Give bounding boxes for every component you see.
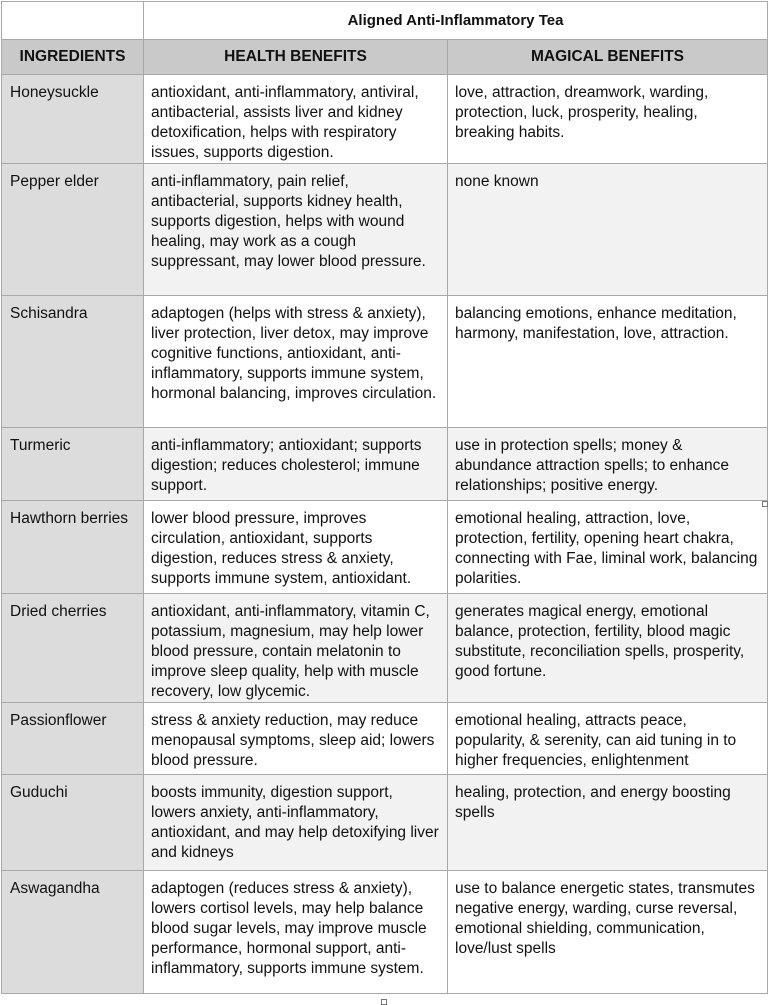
health-benefits-cell: stress & anxiety reduction, may reduce menopausal symptoms, sleep aid; lowers blood pressure. [144,703,448,775]
ingredient-name: Pepper elder [2,164,144,296]
health-benefits-cell: adaptogen (reduces stress & anxiety), lowers cortisol levels, may help balance blood sugar levels, may improve muscle performance, hormonal support, anti-inflammatory, supports immune system. [144,871,448,994]
ingredient-name: Honeysuckle [2,75,144,164]
ingredient-name: Hawthorn berries [2,501,144,594]
health-benefits-cell: anti-inflammatory; antioxidant; supports digestion; reduces cholesterol; immune support. [144,428,448,501]
magical-benefits-cell: generates magical energy, emotional balance, protection, fertility, blood magic substitute, reconciliation spells, prosperity, good fortune. [448,594,768,703]
resize-handle-right[interactable] [762,501,768,507]
table-title: Aligned Anti-Inflammatory Tea [144,2,768,40]
resize-handle-bottom[interactable] [381,999,387,1005]
header-ingredients: INGREDIENTS [2,40,144,75]
table-row [2,594,768,703]
ingredients-table [1,1,768,994]
table-row [2,164,768,296]
ingredient-name: Passionflower [2,703,144,775]
health-benefits-cell: boosts immunity, digestion support, lowers anxiety, anti-inflammatory, antioxidant, and may help detoxifying liver and kidneys [144,775,448,871]
title-row [2,2,768,40]
empty-corner-cell [2,2,144,40]
ingredient-name: Turmeric [2,428,144,501]
magical-benefits-cell: love, attraction, dreamwork, warding, protection, luck, prosperity, healing, breaking habits. [448,75,768,164]
table-row [2,296,768,428]
table-row [2,775,768,871]
header-row [2,40,768,75]
table-row [2,703,768,775]
magical-benefits-cell: use in protection spells; money & abundance attraction spells; to enhance relationships; positive energy. [448,428,768,501]
magical-benefits-cell: none known [448,164,768,296]
magical-benefits-cell: emotional healing, attraction, love, protection, fertility, opening heart chakra, connecting with Fae, liminal work, balancing polarities. [448,501,768,594]
table-row [2,428,768,501]
ingredient-name: Guduchi [2,775,144,871]
magical-benefits-cell: emotional healing, attracts peace, popularity, & serenity, can aid tuning in to higher frequencies, enlightenment [448,703,768,775]
health-benefits-cell: antioxidant, anti-inflammatory, vitamin C, potassium, magnesium, may help lower blood pressure, contain melatonin to improve sleep quality, help with muscle recovery, low glycemic. [144,594,448,703]
health-benefits-cell: lower blood pressure, improves circulation, antioxidant, supports digestion, reduces stress & anxiety, supports immune system, antioxidant. [144,501,448,594]
magical-benefits-cell: healing, protection, and energy boosting spells [448,775,768,871]
table-row [2,75,768,164]
ingredient-name: Schisandra [2,296,144,428]
ingredient-name: Dried cherries [2,594,144,703]
health-benefits-cell: antioxidant, anti-inflammatory, antiviral, antibacterial, assists liver and kidney detoxification, helps with respiratory issues, supports digestion. [144,75,448,164]
header-magical-benefits: MAGICAL BENEFITS [448,40,768,75]
header-health-benefits: HEALTH BENEFITS [144,40,448,75]
health-benefits-cell: adaptogen (helps with stress & anxiety), liver protection, liver detox, may improve cognitive functions, antioxidant, anti-inflammatory, supports immune system, hormonal balancing, improves circulation. [144,296,448,428]
table-row [2,871,768,994]
ingredient-name: Aswagandha [2,871,144,994]
health-benefits-cell: anti-inflammatory, pain relief, antibacterial, supports kidney health, supports digestion, helps with wound healing, may work as a cough suppressant, may lower blood pressure. [144,164,448,296]
magical-benefits-cell: use to balance energetic states, transmutes negative energy, warding, curse reversal, emotional shielding, communication, love/lust spells [448,871,768,994]
table-row [2,501,768,594]
magical-benefits-cell: balancing emotions, enhance meditation, harmony, manifestation, love, attraction. [448,296,768,428]
